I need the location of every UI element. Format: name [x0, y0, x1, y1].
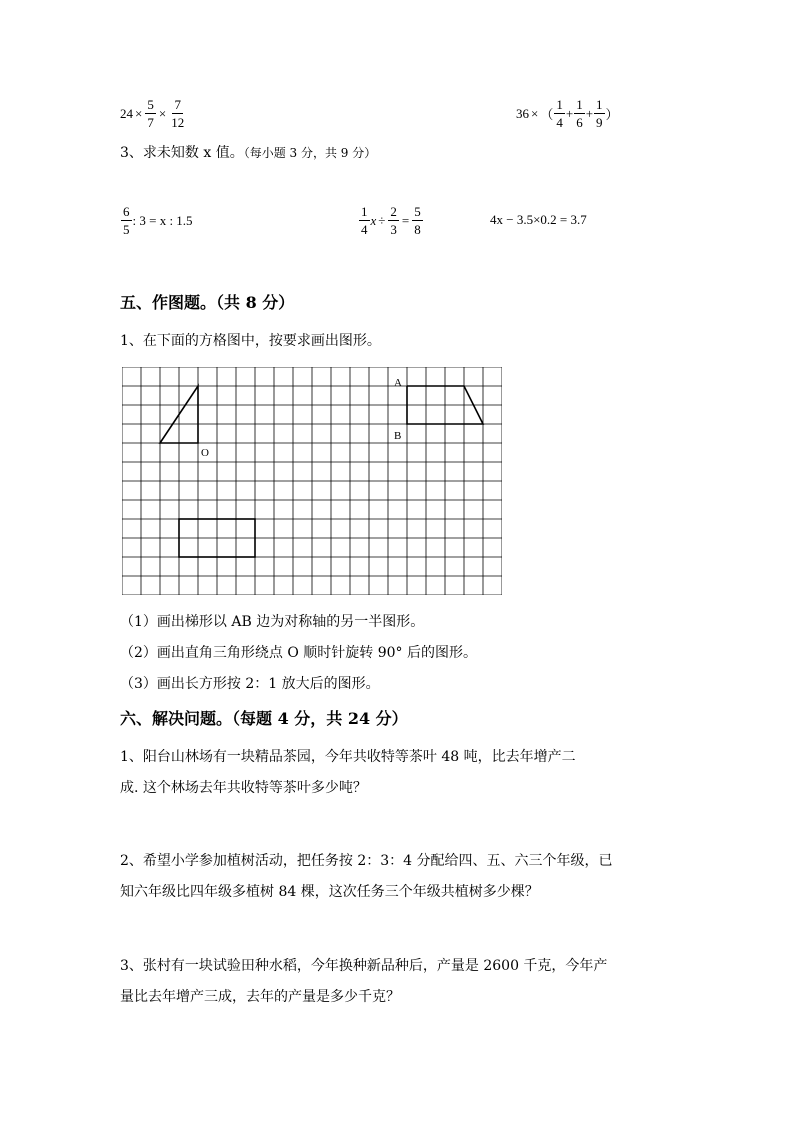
- problem-3-line-2: 量比去年增产三成，去年的产量是多少千克？: [120, 989, 400, 1005]
- fraction: $\frac{1}{4}$: [361, 204, 368, 237]
- fraction: $\frac{6}{5}$: [123, 204, 130, 237]
- equation-rest: : 3 = x : 1.5: [132, 212, 193, 228]
- right-paren: ）: [605, 107, 619, 122]
- expression-1: [120, 97, 187, 130]
- task-1: （1）画出梯形以 AB 边为对称轴的另一半图形。: [120, 614, 425, 630]
- grid-lines: [122, 367, 502, 595]
- problem-2-line-2: 知六年级比四年级多植树 84 棵，这次任务三个年级共植树多少棵？: [120, 884, 539, 900]
- equation-2: [358, 204, 424, 237]
- times-sign: ×: [135, 105, 143, 121]
- fraction: $\frac{1}{4}$: [556, 97, 563, 130]
- divide-sign: ÷: [378, 212, 386, 228]
- fraction: $\frac{7}{12}$: [171, 97, 185, 130]
- problem-2-line-1: 2、希望小学参加植树活动，把任务按 2：3：4 分配给四、五、六三个年级，已: [120, 853, 613, 869]
- problem-3-line-1: 3、张村有一块试验田种水稻，今年换种新品种后，产量是 2600 千克，今年产: [120, 958, 608, 974]
- fraction: $\frac{5}{7}$: [147, 97, 154, 130]
- times-sign: ×: [531, 105, 539, 121]
- fraction: $\frac{1}{6}$: [576, 97, 583, 130]
- times-sign: ×: [158, 105, 167, 121]
- section-6-title: 六、解决问题。（每题 4 分，共 24 分）: [120, 709, 408, 728]
- left-paren: （: [540, 107, 554, 122]
- problem-1-line-2: 成. 这个林场去年共收特等茶叶多少吨？: [120, 780, 367, 796]
- plus-sign: +: [585, 105, 594, 121]
- equation-1: [120, 204, 193, 237]
- equation-3: 4x − 3.5×0.2 = 3.7: [490, 212, 587, 227]
- grid-svg: [122, 367, 502, 595]
- grid-figure: [122, 367, 502, 595]
- fraction: $\frac{5}{8}$: [414, 204, 421, 237]
- question-label: 3、求未知数 x 值。（每小题 3 分，共 9 分）: [120, 145, 377, 161]
- score-note: （每小题 3 分，共 9 分）: [243, 146, 377, 160]
- number: 24: [120, 105, 133, 121]
- task-3: （3）画出长方形按 2：1 放大后的图形。: [120, 676, 380, 692]
- variable-x: x: [370, 212, 377, 228]
- plus-sign: +: [565, 105, 574, 121]
- label-b: B: [394, 430, 402, 442]
- label-a: A: [394, 377, 402, 389]
- section-5-title: 五、作图题。（共 8 分）: [120, 293, 295, 312]
- number: 36: [516, 105, 529, 121]
- section-5-question-1: 1、在下面的方格图中，按要求画出图形。: [120, 333, 381, 349]
- equals-sign: =: [401, 212, 410, 228]
- task-2: （2）画出直角三角形绕点 O 顺时针旋转 90° 后的图形。: [120, 645, 477, 661]
- fraction: $\frac{1}{9}$: [596, 97, 603, 130]
- fraction: $\frac{2}{3}$: [390, 204, 397, 237]
- label-o: O: [201, 447, 209, 459]
- expression-2: [516, 97, 619, 130]
- problem-1-line-1: 1、阳台山林场有一块精品茶园，今年共收特等茶叶 48 吨，比去年增产二: [120, 749, 576, 765]
